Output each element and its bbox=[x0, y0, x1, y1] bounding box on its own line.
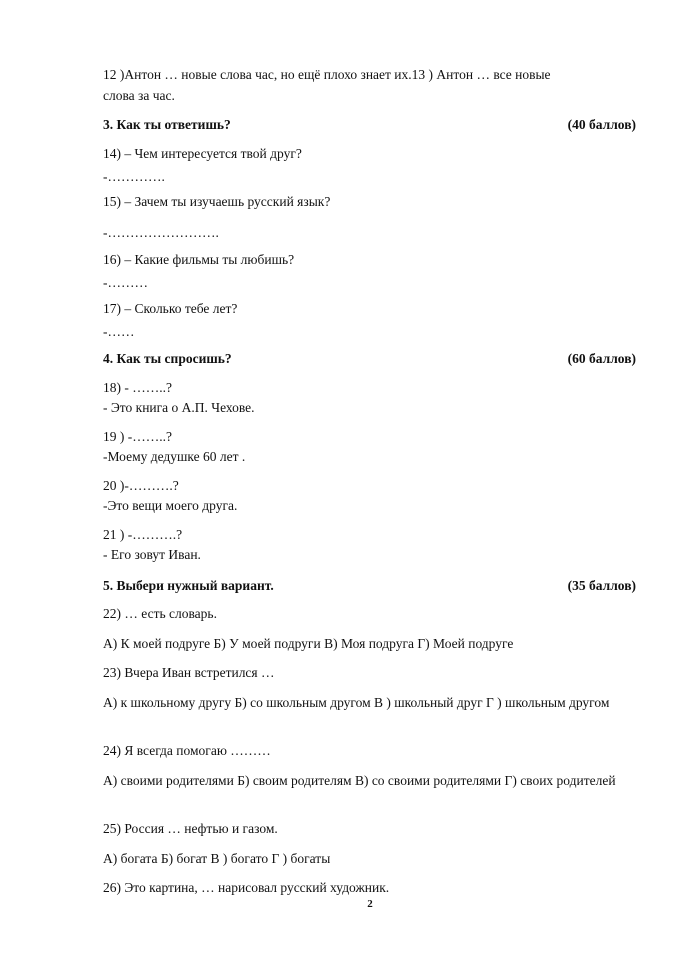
options-24: А) своими родителями Б) своим родителям В) со своими родителями Г) своих родителей bbox=[103, 773, 616, 788]
answer-16: -……… bbox=[103, 275, 148, 290]
section-3-heading bbox=[103, 116, 643, 133]
question-26: 26) Это картина, … нарисовал русский художник. bbox=[103, 880, 390, 895]
question-14: 14) – Чем интересуется твой друг? bbox=[103, 146, 302, 161]
intro-line-1: 12 )Антон … новые слова час, но ещё плохо знает их.13 ) Антон … все новые bbox=[103, 67, 551, 82]
options-25: А) богата Б) богат В ) богато Г ) богаты bbox=[103, 851, 331, 866]
answer-21: - Его зовут Иван. bbox=[103, 547, 201, 562]
question-16: 16) – Какие фильмы ты любишь? bbox=[103, 252, 295, 267]
options-23: А) к школьному другу Б) со школьным другом В ) школьный друг Г ) школьным другом bbox=[103, 695, 610, 710]
section-4-heading bbox=[103, 350, 643, 367]
question-20: 20 )-……….? bbox=[103, 478, 179, 493]
intro-line-2: слова за час. bbox=[103, 88, 175, 103]
question-17: 17) – Сколько тебе лет? bbox=[103, 301, 238, 316]
answer-14: -…………. bbox=[103, 169, 165, 184]
section-5-points: (35 баллов) bbox=[567, 578, 636, 593]
question-18: 18) - ……..? bbox=[103, 380, 172, 395]
question-15: 15) – Зачем ты изучаешь русский язык? bbox=[103, 194, 331, 209]
section-4-points: (60 баллов) bbox=[567, 351, 636, 366]
section-3-points: (40 баллов) bbox=[567, 117, 636, 132]
page-number: 2 bbox=[367, 898, 373, 910]
question-19: 19 ) -……..? bbox=[103, 429, 172, 444]
answer-20: -Это вещи моего друга. bbox=[103, 498, 238, 513]
question-23: 23) Вчера Иван встретился … bbox=[103, 665, 275, 680]
section-5-heading bbox=[103, 577, 643, 594]
section-5-title: 5. Выбери нужный вариант. bbox=[103, 578, 274, 593]
question-22: 22) … есть словарь. bbox=[103, 606, 217, 621]
answer-18: - Это книга о А.П. Чехове. bbox=[103, 400, 255, 415]
options-22: А) К моей подруге Б) У моей подруги В) Моя подруга Г) Моей подруге bbox=[103, 636, 514, 651]
section-3-title: 3. Как ты ответишь? bbox=[103, 117, 231, 132]
question-25: 25) Россия … нефтью и газом. bbox=[103, 821, 278, 836]
answer-19: -Моему дедушке 60 лет . bbox=[103, 449, 246, 464]
answer-17: -…… bbox=[103, 324, 135, 339]
section-4-title: 4. Как ты спросишь? bbox=[103, 351, 232, 366]
question-21: 21 ) -……….? bbox=[103, 527, 183, 542]
question-24: 24) Я всегда помогаю ……… bbox=[103, 743, 271, 758]
answer-15: -……………………. bbox=[103, 225, 219, 240]
